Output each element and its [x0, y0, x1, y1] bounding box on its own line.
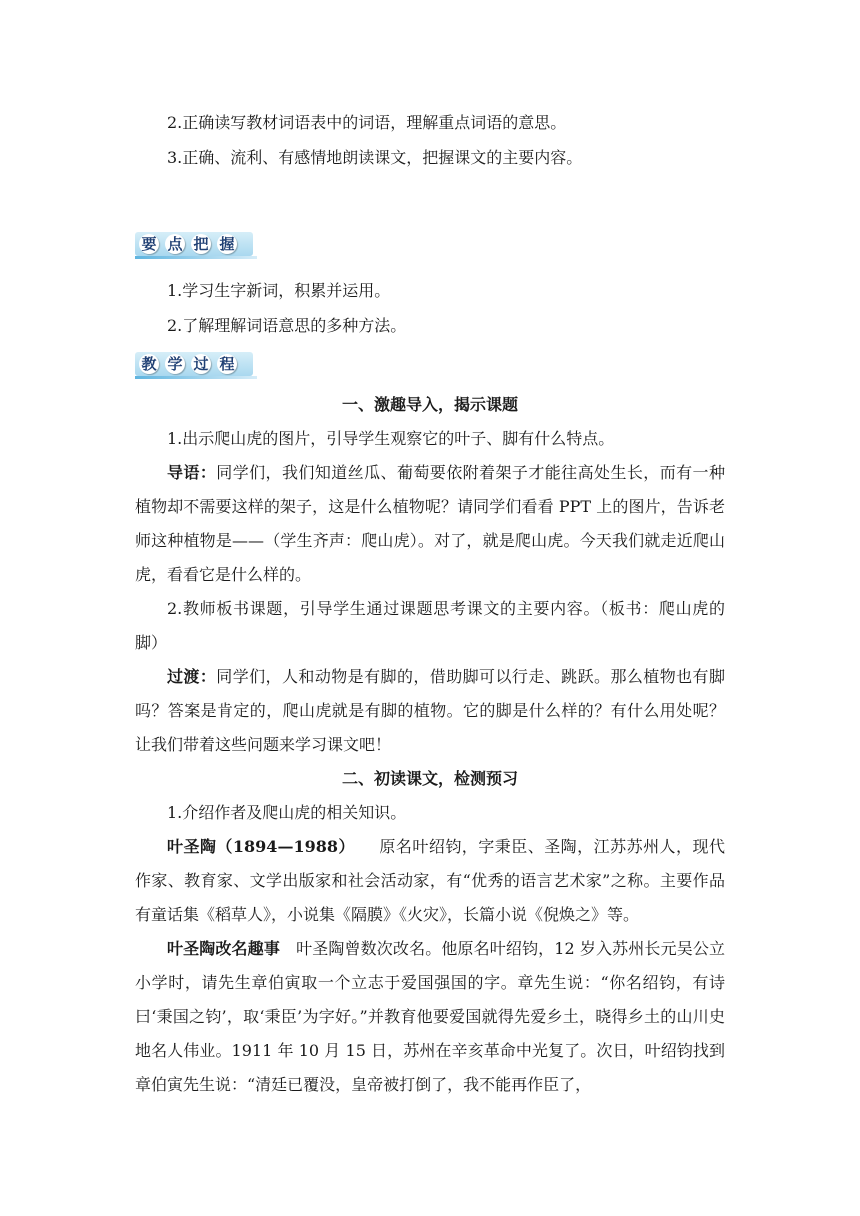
section-2-title: 二、初读课文，检测预习: [341, 769, 518, 788]
badge-char: 要: [139, 234, 159, 254]
badge-char: 程: [217, 354, 237, 374]
section-1-title: 一、激趣导入，揭示课题: [341, 395, 518, 414]
badge-char: 点: [165, 234, 185, 254]
badge-char: 过: [191, 354, 211, 374]
section-2-item-1: 1.介绍作者及爬山虎的相关知识。: [167, 803, 407, 822]
badge-char: 握: [217, 234, 237, 254]
section-1: [135, 388, 725, 1102]
section-1-item-1: 1.出示爬山虎的图片，引导学生观察它的叶子、脚有什么特点。: [167, 429, 615, 448]
badge-char: 把: [191, 234, 211, 254]
intro-paragraph: [135, 456, 725, 592]
key-points-badge: [135, 229, 257, 259]
key-point-item-2: 2.了解理解词语意思的多种方法。: [167, 316, 407, 335]
transition-paragraph: [135, 660, 725, 762]
transition-label: 过渡：: [167, 667, 217, 686]
badge-underline: [135, 256, 257, 259]
anecdote-label: 叶圣陶改名趣事: [167, 939, 280, 958]
anecdote-paragraph: [135, 932, 725, 1102]
section-1-item-2: 2.教师板书课题，引导学生通过课题思考课文的主要内容。（板书：爬山虎的脚）: [135, 599, 725, 652]
teaching-process-badge: [135, 349, 257, 379]
intro-text: 同学们，我们知道丝瓜、葡萄要依附着架子才能往高处生长，而有一种植物却不需要这样的架子，这是什么植物呢？请同学们看看 PPT 上的图片，告诉老师这种植物是——（学生齐声：爬山虎）。对了，就是爬山虎。今天我们就走近爬山虎，看看它是什么样的。: [135, 463, 725, 584]
intro-label: 导语：: [167, 463, 217, 482]
author-text: 原名叶绍钧，字秉臣、圣陶，江苏苏州人，现代作家、教育家、文学出版家和社会活动家，有“优秀的语言艺术家”之称。主要作品有童话集《稻草人》，小说集《隔膜》《火灾》，长篇小说《倪焕之》等。: [135, 837, 725, 924]
anecdote-text: 叶圣陶曾数次改名。他原名叶绍钧，12 岁入苏州长元吴公立小学时，请先生章伯寅取一个立志于爱国强国的字。章先生说：“你名绍钧，有诗曰‘秉国之钧’，取‘秉臣’为字好。”并教育他要爱国就得先爱乡土，晓得乡土的山川史地名人伟业。1911 年 10 月 15 日，苏州在辛亥革命中光复了。次日，叶绍钧找到章伯寅先生说：“清廷已覆没，皇帝被打倒了，我不能再作臣了，: [135, 939, 725, 1094]
badge-underline: [135, 376, 257, 379]
badge-char: 教: [139, 354, 159, 374]
transition-text: 同学们，人和动物是有脚的，借助脚可以行走、跳跃。那么植物也有脚吗？答案是肯定的，爬山虎就是有脚的植物。它的脚是什么样的？有什么用处呢？让我们带着这些问题来学习课文吧！: [135, 667, 725, 754]
key-point-item-1: 1.学习生字新词，积累并运用。: [167, 281, 391, 300]
author-label: 叶圣陶（1894—1988）: [167, 837, 355, 856]
goal-item-2: 2.正确读写教材词语表中的词语，理解重点词语的意思。: [167, 113, 567, 132]
author-paragraph: [135, 830, 725, 932]
badge-char: 学: [165, 354, 185, 374]
goal-item-3: 3.正确、流利、有感情地朗读课文，把握课文的主要内容。: [167, 148, 583, 167]
